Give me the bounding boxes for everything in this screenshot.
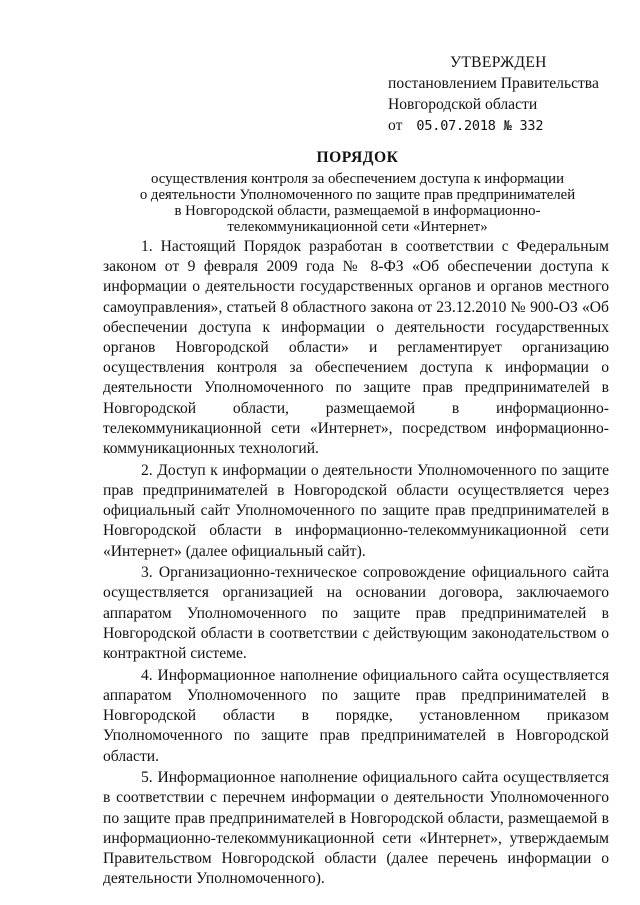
paragraph-3: 3. Организационно-техническое сопровождение официального сайта осуществляется организацией на основании договора, заключаемого аппаратом Уполномоченного по защите прав предпринимателей в Новгородской области в соответствии с действующим законодательством о контрактной системе. xyxy=(103,564,609,663)
subtitle-line-1: осуществления контроля за обеспечением доступа к информации xyxy=(150,171,564,187)
document-body xyxy=(103,237,609,891)
document-title: ПОРЯДОК xyxy=(316,149,399,166)
approved-date-number: 05.07.2018 № 332 xyxy=(416,118,544,134)
paragraph-2: 2. Доступ к информации о деятельности Уполномоченного по защите прав предпринимателей в Новгородской области осуществляется через официальный сайт Уполномоченного по защите прав предпринимателей в Новгородской области в информационно-телекоммуникационной сети «Интернет» (далее официальный сайт). xyxy=(103,461,609,560)
approved-date-prefix: от xyxy=(388,117,403,134)
document-heading xyxy=(100,147,615,235)
approval-stamp xyxy=(388,52,628,137)
subtitle-line-3: в Новгородской области, размещаемой в информационно- xyxy=(174,203,541,219)
subtitle-line-2: о деятельности Уполномоченного по защите прав предпринимателей xyxy=(139,187,576,203)
approved-title: УТВЕРЖДЕН xyxy=(450,54,547,71)
approved-by-line: постановлением Правительства xyxy=(388,75,599,92)
approved-region-line: Новгородской области xyxy=(388,96,538,113)
subtitle-line-4: телекоммуникационной сети «Интернет» xyxy=(227,219,488,235)
approved-date-line xyxy=(388,115,628,137)
paragraph-5: 5. Информационное наполнение официального сайта осуществляется в соответствии с перечнем информации о деятельности Уполномоченного по защите прав предпринимателей в Новгородской области, размещаемой в информационно-телекоммуникационной сети «Интернет», утверждаемым Правительством Новгородской области (далее перечень информации о деятельности Уполномоченного). xyxy=(103,769,609,888)
paragraph-1: 1. Настоящий Порядок разработан в соответствии с Федеральным законом от 9 февраля 2009 года № 8-ФЗ «Об обеспечении доступа к информации о деятельности государственных органов и органов местного самоуправления», статьей 8 областного закона от 23.12.2010 № 900-ОЗ «Об обеспечении доступа к информации о деятельности государственных органов Новгородской области» и регламентирует организацию осуществления контроля за обеспечением доступа к информации о деятельности Уполномоченного по защите прав предпринимателей в Новгородской области, размещаемой в информационно-телекоммуникационной сети «Интернет», посредством информационно-коммуникационных технологий. xyxy=(103,238,609,458)
document-subtitle xyxy=(100,171,615,235)
paragraph-4: 4. Информационное наполнение официального сайта осуществляется аппаратом Уполномоченного по защите прав предпринимателей в Новгородской области в порядке, установленном приказом Уполномоченного по защите прав предпринимателей в Новгородской области. xyxy=(103,666,609,765)
